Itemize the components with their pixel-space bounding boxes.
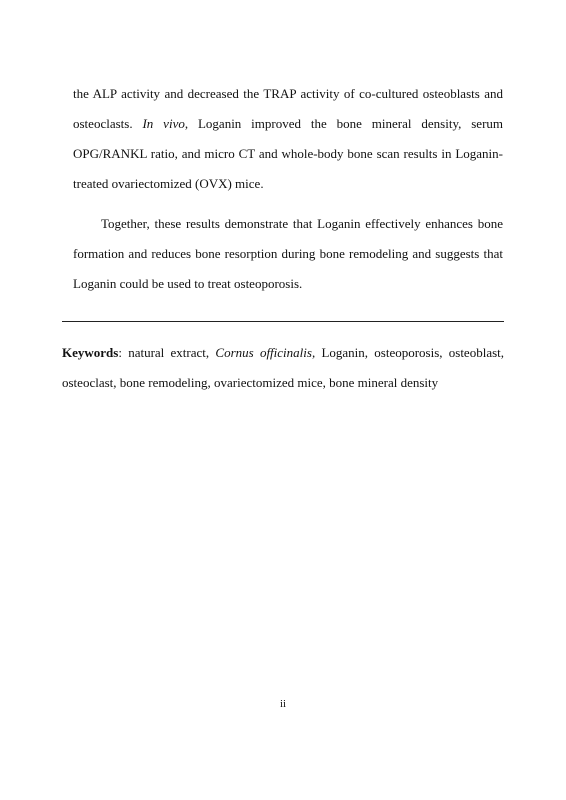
text-line: [73, 109, 503, 139]
text-line: osteoclast, bone remodeling, ovariectomized mice, bone mineral density: [62, 375, 439, 390]
text-line: [62, 338, 504, 368]
text-line: Loganin could be used to treat osteoporosis.: [73, 276, 303, 291]
text-segment: osteoclasts.: [73, 116, 133, 131]
italic-term: In vivo: [142, 116, 185, 131]
keywords-label: Keywords: [62, 345, 119, 360]
page-number: ii: [279, 698, 287, 710]
italic-term: Cornus officinalis,: [215, 345, 316, 360]
text-line: the ALP activity and decreased the TRAP activity of co-cultured osteoblasts and: [73, 86, 503, 101]
horizontal-divider: [62, 321, 504, 322]
text-segment: : natural extract,: [118, 345, 210, 360]
text-line: Together, these results demonstrate that Loganin effectively enhances bone: [101, 216, 503, 231]
keywords-section: [62, 338, 504, 398]
abstract-paragraph-continued: [73, 79, 503, 199]
text-segment: , Loganin improved the bone mineral density, serum: [184, 116, 504, 131]
text-line: formation and reduces bone resorption during bone remodeling and suggests that: [73, 246, 503, 261]
abstract-conclusion-paragraph: [73, 209, 503, 299]
text-line: OPG/RANKL ratio, and micro CT and whole-body bone scan results in Loganin-: [73, 146, 503, 161]
text-line: treated ovariectomized (OVX) mice.: [73, 176, 264, 191]
text-segment: Loganin, osteoporosis, osteoblast,: [321, 345, 505, 360]
